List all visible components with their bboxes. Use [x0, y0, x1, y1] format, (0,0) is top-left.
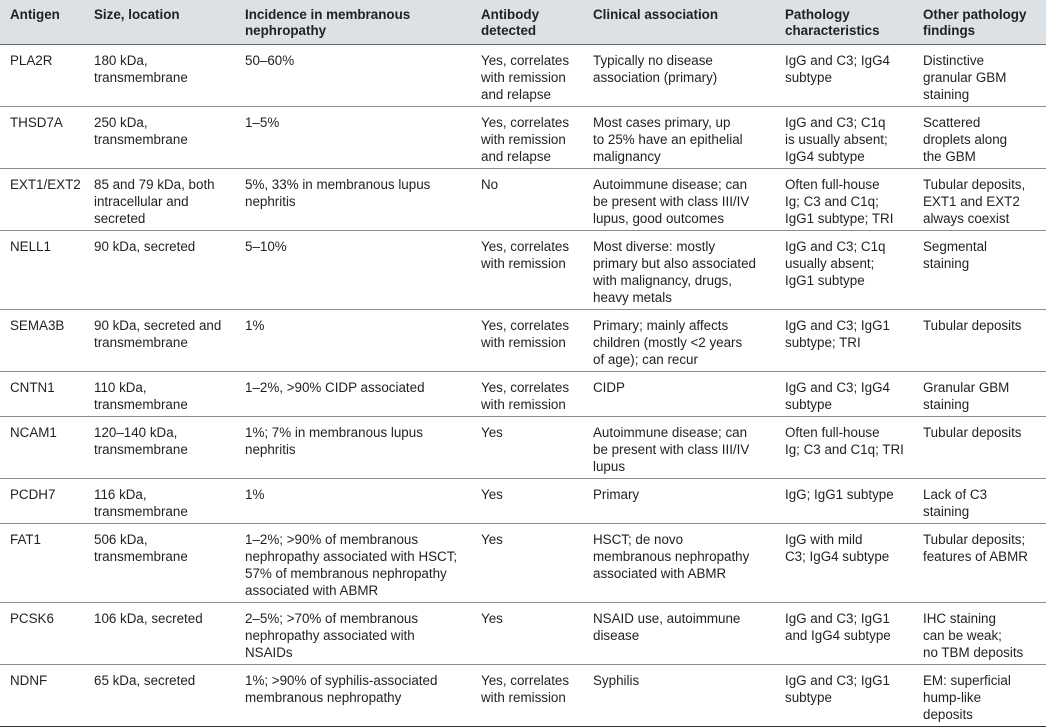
- table-row: [0, 107, 1046, 169]
- size-location-cell: 90 kDa, secreted: [84, 231, 235, 310]
- incidence-cell: 1%; >90% of syphilis-associated membranous nephropathy: [235, 665, 471, 727]
- table-row: [0, 479, 1046, 524]
- table-row: [0, 231, 1046, 310]
- pathology-cell: IgG and C3; C1q usually absent; IgG1 subtype: [775, 231, 913, 310]
- incidence-cell: 1–2%; >90% of membranous nephropathy associated with HSCT; 57% of membranous nephropathy associated with ABMR: [235, 524, 471, 603]
- other-findings-cell: Lack of C3 staining: [913, 479, 1046, 524]
- table-row: [0, 603, 1046, 665]
- pathology-cell: IgG and C3; IgG1 subtype; TRI: [775, 310, 913, 372]
- incidence-cell: 1%; 7% in membranous lupus nephritis: [235, 417, 471, 479]
- table-row: [0, 169, 1046, 231]
- antigen-cell: PCDH7: [0, 479, 84, 524]
- table-row: [0, 417, 1046, 479]
- clinical-association-cell: HSCT; de novo membranous nephropathy associated with ABMR: [583, 524, 775, 603]
- incidence-cell: 1%: [235, 479, 471, 524]
- table-header: [0, 0, 1046, 45]
- other-findings-cell: IHC staining can be weak; no TBM deposits: [913, 603, 1046, 665]
- other-findings-cell: EM: superficial hump-like deposits: [913, 665, 1046, 727]
- table-row: [0, 524, 1046, 603]
- other-findings-cell: Distinctive granular GBM staining: [913, 45, 1046, 107]
- antigen-cell: PLA2R: [0, 45, 84, 107]
- size-location-cell: 106 kDa, secreted: [84, 603, 235, 665]
- table-row: [0, 45, 1046, 107]
- antibody-cell: No: [471, 169, 583, 231]
- table-row: [0, 665, 1046, 727]
- antigen-cell: PCSK6: [0, 603, 84, 665]
- antigen-cell: FAT1: [0, 524, 84, 603]
- pathology-cell: IgG with mild C3; IgG4 subtype: [775, 524, 913, 603]
- incidence-cell: 1%: [235, 310, 471, 372]
- antibody-cell: Yes, correlates with remission: [471, 665, 583, 727]
- clinical-association-cell: Typically no disease association (primary): [583, 45, 775, 107]
- clinical-association-cell: Autoimmune disease; can be present with class III/IV lupus, good outcomes: [583, 169, 775, 231]
- other-findings-cell: Tubular deposits, EXT1 and EXT2 always coexist: [913, 169, 1046, 231]
- antigen-cell: NELL1: [0, 231, 84, 310]
- clinical-association-cell: Autoimmune disease; can be present with class III/IV lupus: [583, 417, 775, 479]
- clinical-association-cell: Most cases primary, up to 25% have an epithelial malignancy: [583, 107, 775, 169]
- other-findings-cell: Segmental staining: [913, 231, 1046, 310]
- size-location-cell: 65 kDa, secreted: [84, 665, 235, 727]
- antibody-cell: Yes, correlates with remission: [471, 310, 583, 372]
- size-location-cell: 110 kDa, transmembrane: [84, 372, 235, 417]
- antibody-cell: Yes: [471, 603, 583, 665]
- incidence-cell: 1–2%, >90% CIDP associated: [235, 372, 471, 417]
- antibody-cell: Yes: [471, 524, 583, 603]
- header-antibody-detected: Antibody detected: [471, 0, 583, 45]
- antigen-cell: NDNF: [0, 665, 84, 727]
- other-findings-cell: Tubular deposits: [913, 310, 1046, 372]
- clinical-association-cell: Primary; mainly affects children (mostly <2 years of age); can recur: [583, 310, 775, 372]
- header-clinical-association: Clinical association: [583, 0, 775, 45]
- table-row: [0, 372, 1046, 417]
- header-incidence: Incidence in membranous nephropathy: [235, 0, 471, 45]
- size-location-cell: 506 kDa, transmembrane: [84, 524, 235, 603]
- header-antigen: Antigen: [0, 0, 84, 45]
- size-location-cell: 180 kDa, transmembrane: [84, 45, 235, 107]
- clinical-association-cell: CIDP: [583, 372, 775, 417]
- size-location-cell: 250 kDa, transmembrane: [84, 107, 235, 169]
- incidence-cell: 5%, 33% in membranous lupus nephritis: [235, 169, 471, 231]
- antigen-cell: NCAM1: [0, 417, 84, 479]
- antibody-cell: Yes, correlates with remission and relapse: [471, 45, 583, 107]
- pathology-cell: IgG and C3; IgG4 subtype: [775, 45, 913, 107]
- incidence-cell: 1–5%: [235, 107, 471, 169]
- table-row: [0, 310, 1046, 372]
- pathology-cell: IgG and C3; IgG1 and IgG4 subtype: [775, 603, 913, 665]
- incidence-cell: 50–60%: [235, 45, 471, 107]
- antigen-cell: THSD7A: [0, 107, 84, 169]
- other-findings-cell: Granular GBM staining: [913, 372, 1046, 417]
- incidence-cell: 2–5%; >70% of membranous nephropathy associated with NSAIDs: [235, 603, 471, 665]
- antibody-cell: Yes: [471, 417, 583, 479]
- pathology-cell: Often full-house Ig; C3 and C1q; IgG1 subtype; TRI: [775, 169, 913, 231]
- pathology-cell: IgG; IgG1 subtype: [775, 479, 913, 524]
- incidence-cell: 5–10%: [235, 231, 471, 310]
- clinical-association-cell: Syphilis: [583, 665, 775, 727]
- header-pathology-characteristics: Pathology characteristics: [775, 0, 913, 45]
- pathology-cell: IgG and C3; C1q is usually absent; IgG4 subtype: [775, 107, 913, 169]
- antigen-cell: SEMA3B: [0, 310, 84, 372]
- other-findings-cell: Scattered droplets along the GBM: [913, 107, 1046, 169]
- pathology-cell: IgG and C3; IgG4 subtype: [775, 372, 913, 417]
- size-location-cell: 120–140 kDa, transmembrane: [84, 417, 235, 479]
- pathology-cell: IgG and C3; IgG1 subtype: [775, 665, 913, 727]
- header-size-location: Size, location: [84, 0, 235, 45]
- table-body: [0, 45, 1046, 727]
- size-location-cell: 116 kDa, transmembrane: [84, 479, 235, 524]
- size-location-cell: 90 kDa, secreted and transmembrane: [84, 310, 235, 372]
- other-findings-cell: Tubular deposits: [913, 417, 1046, 479]
- size-location-cell: 85 and 79 kDa, both intracellular and secreted: [84, 169, 235, 231]
- header-other-findings: Other pathology findings: [913, 0, 1046, 45]
- antigen-cell: EXT1/EXT2: [0, 169, 84, 231]
- clinical-association-cell: NSAID use, autoimmune disease: [583, 603, 775, 665]
- pathology-cell: Often full-house Ig; C3 and C1q; TRI: [775, 417, 913, 479]
- antibody-cell: Yes, correlates with remission and relapse: [471, 107, 583, 169]
- clinical-association-cell: Primary: [583, 479, 775, 524]
- header-row: [0, 0, 1046, 45]
- antibody-cell: Yes, correlates with remission: [471, 231, 583, 310]
- other-findings-cell: Tubular deposits; features of ABMR: [913, 524, 1046, 603]
- antibody-cell: Yes: [471, 479, 583, 524]
- clinical-association-cell: Most diverse: mostly primary but also associated with malignancy, drugs, heavy metals: [583, 231, 775, 310]
- antigen-cell: CNTN1: [0, 372, 84, 417]
- antibody-cell: Yes, correlates with remission: [471, 372, 583, 417]
